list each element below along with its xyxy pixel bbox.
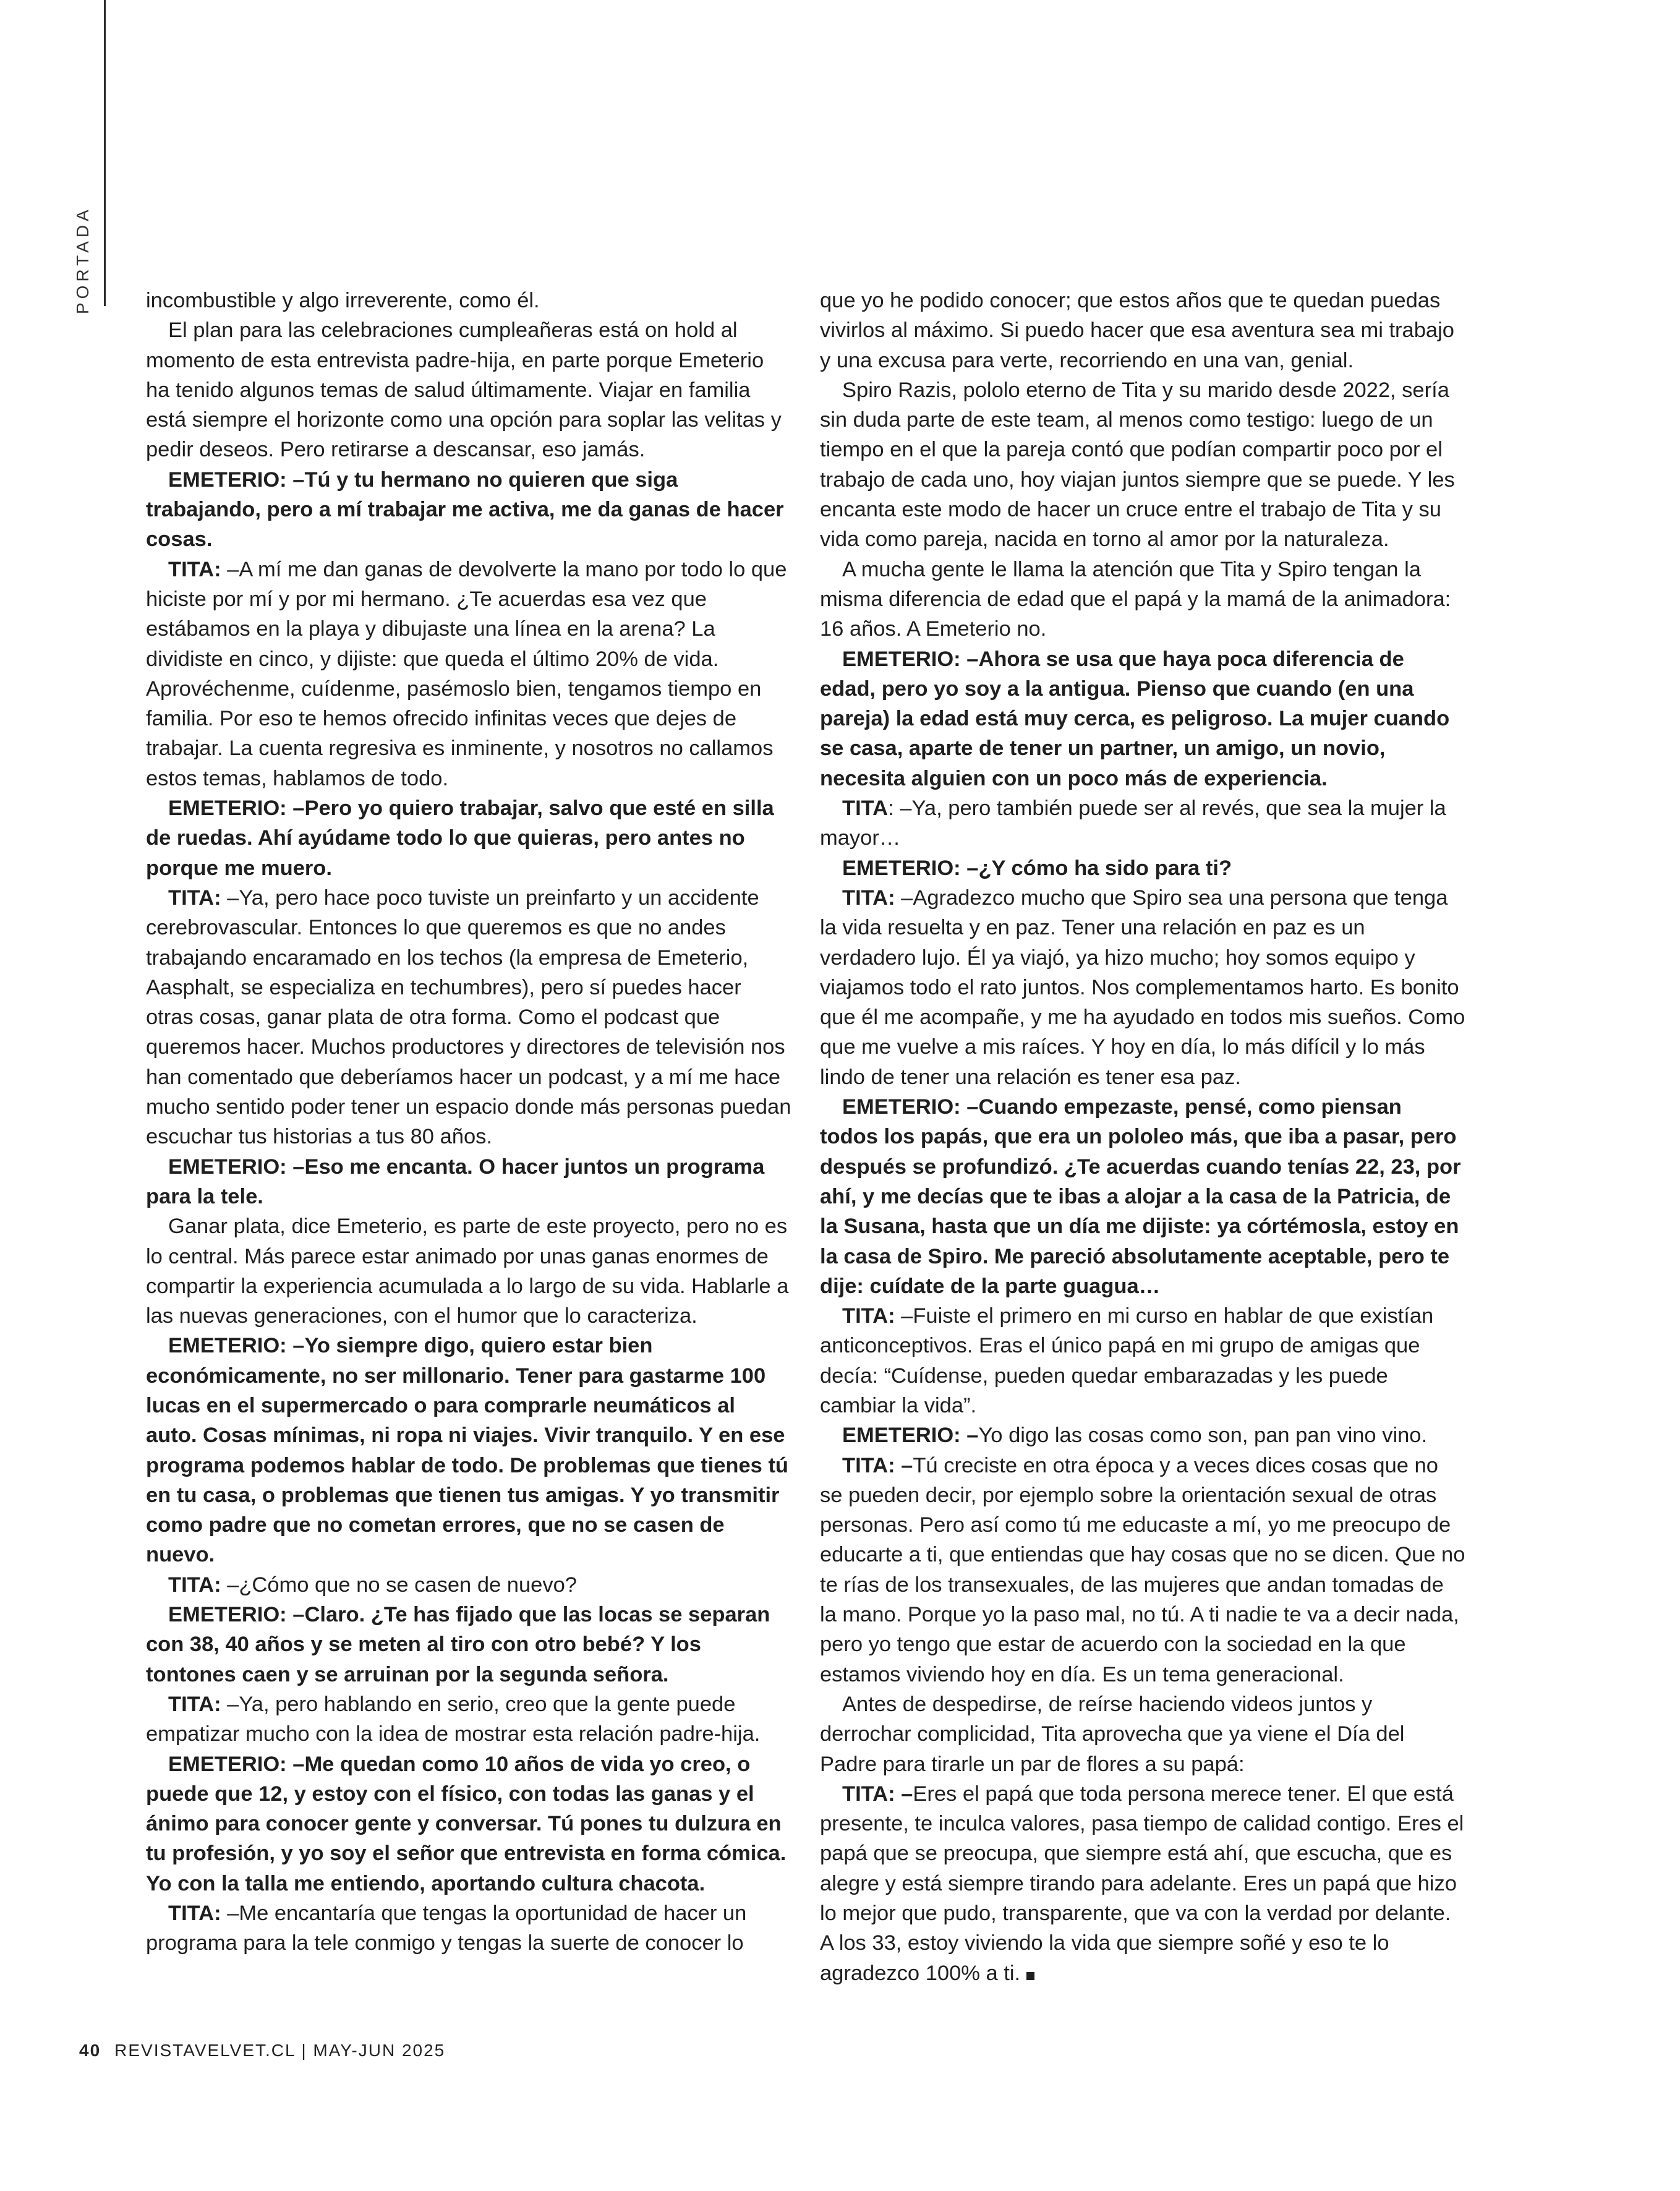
question-paragraph: EMETERIO: –Eso me encanta. O hacer juntos un programa para la tele. (146, 1155, 765, 1208)
paragraph: Spiro Razis, pololo eterno de Tita y su marido desde 2022, sería sin duda parte de este team, al menos como testigo: luego de un tiempo en el que la pareja contó que podían compartir poco por el trabajo de cada uno, hoy viajan juntos siempre que se puede. Y les encanta este modo de hacer un cruce entre el trabajo de Tita y su vida como pareja, nacida en torno al amor por la naturaleza. (820, 378, 1455, 552)
answer-paragraph (820, 793, 1465, 853)
answer-paragraph (146, 883, 791, 1152)
paragraph: incombustible y algo irreverente, como él. (146, 289, 540, 312)
question-paragraph: EMETERIO: –Yo siempre digo, quiero estar bien económicamente, no ser millonario. Tener para gastarme 100 lucas en el supermercado o para comprarle neumáticos al auto. Cosas mínimas, ni ropa ni viajes. Vivir tranquilo. Y en ese programa podemos hablar de todo. De problemas que tienes tú en tu casa, o problemas que tienen tus amigas. Y yo transmitir como padre que no cometan errores, que no se casen de nuevo. (146, 1334, 789, 1567)
paragraph: Antes de despedirse, de reírse haciendo videos juntos y derrochar complicidad, Tita aprovecha que ya viene el Día del Padre para tirarle un par de flores a su papá: (820, 1692, 1405, 1776)
speaker-label: TITA: (168, 557, 221, 581)
speaker-label: TITA: (842, 1304, 895, 1328)
answer-paragraph (820, 1301, 1465, 1420)
paragraph: Ganar plata, dice Emeterio, es parte de este proyecto, pero no es lo central. Más parece estar animado por unas ganas enormes de compartir la experiencia acumulada a lo largo de su vida. Hablarle a las nuevas generaciones, con el humor que lo caracteriza. (146, 1215, 789, 1328)
answer-text: –A mí me dan ganas de devolverte la mano por todo lo que hiciste por mí y por mi hermano. ¿Te acuerdas esa vez que estábamos en la playa y dibujaste una línea en la arena? La dividiste en cinco, y dijiste: que queda el último 20% de vida. Aprovéchenme, cuídenme, pasémoslo bien, tengamos tiempo en familia. Por eso te hemos ofrecido infinitas veces que dejes de trabajar. La cuenta regresiva es inminente, y nosotros no callamos estos temas, hablamos de todo. (146, 557, 787, 790)
answer-text: –¿Cómo que no se casen de nuevo? (221, 1573, 577, 1597)
question-paragraph: EMETERIO: –Tú y tu hermano no quieren que siga trabajando, pero a mí trabajar me activa, me da ganas de hacer cosas. (146, 468, 784, 552)
question-paragraph: EMETERIO: –Me quedan como 10 años de vida yo creo, o puede que 12, y estoy con el físico, con todas las ganas y el ánimo para conocer gente y conversar. Tú pones tu dulzura en tu profesión, y yo soy el señor que entrevista en forma cómica. Yo con la talla me entiendo, aportando cultura chacota. (146, 1752, 787, 1895)
question-paragraph: EMETERIO: –¿Y cómo ha sido para ti? (842, 856, 1232, 880)
end-mark-icon (1026, 1972, 1034, 1980)
answer-paragraph (146, 1570, 791, 1600)
page-footer (79, 2041, 445, 2061)
answer-text: Yo digo las cosas como son, pan pan vino vino. (978, 1424, 1428, 1448)
section-label: PORTADA (73, 206, 92, 314)
answer-paragraph (146, 1898, 791, 1958)
speaker-label: TITA: (168, 1692, 221, 1716)
answer-text: Tú creciste en otra época y a veces dices cosas que no se pueden decir, por ejemplo sobre la orientación sexual de otras personas. Pero así como tú me educaste a mí, yo me preocupo de educarte a ti, que entiendas que hay cosas que no se dicen. Que no te rías de los transexuales, de las mujeres que andan tomadas de la mano. Porque yo la paso mal, no tú. A ti nadie te va a decir nada, pero yo tengo que estar de acuerdo con la sociedad en la que estamos viviendo hoy en día. Es un tema generacional. (820, 1453, 1465, 1686)
speaker-label: TITA: (168, 1573, 221, 1597)
speaker-label: TITA (842, 797, 889, 821)
paragraph: A mucha gente le llama la atención que Tita y Spiro tengan la misma diferencia de edad que el papá y la mamá de la animadora: 16 años. A Emeterio no. (820, 557, 1451, 641)
paragraph: que yo he podido conocer; que estos años que te quedan puedas vivirlos al máximo. Si puedo hacer que esa aventura sea mi trabajo y una excusa para verte, recorriendo en una van, genial. (820, 289, 1454, 372)
answer-paragraph (820, 1779, 1465, 1988)
speaker-label: TITA: (842, 886, 895, 910)
answer-paragraph (820, 1420, 1465, 1450)
answer-paragraph (820, 1451, 1465, 1689)
question-paragraph: EMETERIO: –Ahora se usa que haya poca diferencia de edad, pero yo soy a la antigua. Pienso que cuando (en una pareja) la edad está muy cerca, es peligroso. La mujer cuando se casa, aparte de tener un partner, un amigo, un novio, necesita alguien con un poco más de experiencia. (820, 647, 1450, 790)
left-column (146, 286, 791, 1958)
publication-info: REVISTAVELVET.CL | MAY-JUN 2025 (114, 2041, 446, 2060)
vertical-rule (104, 0, 106, 306)
question-paragraph: EMETERIO: –Claro. ¿Te has fijado que las locas se separan con 38, 40 años y se meten al tiro con otro bebé? Y los tontones caen y se arruinan por la segunda señora. (146, 1603, 770, 1686)
answer-text: Eres el papá que toda persona merece tener. El que está presente, te inculca valores, pasa tiempo de calidad contigo. Eres el papá que se preocupa, que siempre está ahí, que escucha, que es alegre y está siempre tirando para adelante. Eres un papá que hizo lo mejor que pudo, transparente, que va con la verdad por delante. A los 33, estoy viviendo la vida que siempre soñé y eso te lo agradezco 100% a ti. (820, 1782, 1464, 1985)
paragraph: El plan para las celebraciones cumpleañeras está on hold al momento de esta entrevista padre-hija, en parte porque Emeterio ha tenido algunos temas de salud últimamente. Viajar en familia está siempre el horizonte como una opción para soplar las velitas y pedir deseos. Pero retirarse a descansar, eso jamás. (146, 318, 782, 462)
answer-text: –Fuiste el primero en mi curso en hablar de que existían anticonceptivos. Eras el único papá en mi grupo de amigas que decía: “Cuídense, pueden quedar embarazadas y les puede cambiar la vida”. (820, 1304, 1434, 1417)
answer-paragraph (146, 555, 791, 793)
question-paragraph: EMETERIO: –Pero yo quiero trabajar, salvo que esté en silla de ruedas. Ahí ayúdame todo lo que quieras, pero antes no porque me muero. (146, 797, 774, 880)
answer-paragraph (146, 1689, 791, 1749)
answer-paragraph (820, 883, 1465, 1092)
question-paragraph: EMETERIO: –Cuando empezaste, pensé, como piensan todos los papás, que era un pololeo más, que iba a pasar, pero después se profundizó. ¿Te acuerdas cuando tenías 22, 23, por ahí, y me decías que te ibas a alojar a la casa de la Patricia, de la Susana, hasta que un día me dijiste: ya córtémosla, estoy en la casa de Spiro. Me pareció absolutamente aceptable, pero te dije: cuídate de la parte guagua… (820, 1095, 1461, 1298)
right-column (820, 286, 1465, 1988)
speaker-label: TITA: (168, 886, 221, 910)
speaker-label: TITA: – (842, 1453, 913, 1477)
answer-text: –Ya, pero hace poco tuviste un preinfarto y un accidente cerebrovascular. Entonces lo que queremos es que no andes trabajando encaramado en los techos (la empresa de Emeterio, Aasphalt, se especializa en techumbres), pero sí puedes hacer otras cosas, ganar plata de otra forma. Como el podcast que queremos hacer. Muchos productores y directores de televisión nos han comentado que deberíamos hacer un podcast, y a mí me hace mucho sentido poder tener un espacio donde más personas puedan escuchar tus historias a tus 80 años. (146, 886, 791, 1149)
speaker-label: TITA: – (842, 1782, 913, 1806)
answer-text: –Ya, pero hablando en serio, creo que la gente puede empatizar mucho con la idea de mostrar esta relación padre-hija. (146, 1692, 761, 1746)
page-number: 40 (79, 2041, 101, 2060)
speaker-label: TITA: (168, 1902, 221, 1926)
speaker-label: EMETERIO: – (842, 1424, 979, 1448)
answer-text: : –Ya, pero también puede ser al revés, que sea la mujer la mayor… (820, 797, 1446, 850)
answer-text: –Me encantaría que tengas la oportunidad de hacer un programa para la tele conmigo y tengas la suerte de conocer lo (146, 1902, 747, 1955)
answer-text: –Agradezco mucho que Spiro sea una persona que tenga la vida resuelta y en paz. Tener una relación en paz es un verdadero lujo. Él ya viajó, ya hizo mucho; hoy somos equipo y viajamos todo el rato juntos. Nos complementamos harto. Es bonito que él me acompañe, y me ha ayudado en todos mis sueños. Como que me vuelve a mis raíces. Y hoy en día, lo más difícil y lo más lindo de tener una relación es tener esa paz. (820, 886, 1465, 1089)
